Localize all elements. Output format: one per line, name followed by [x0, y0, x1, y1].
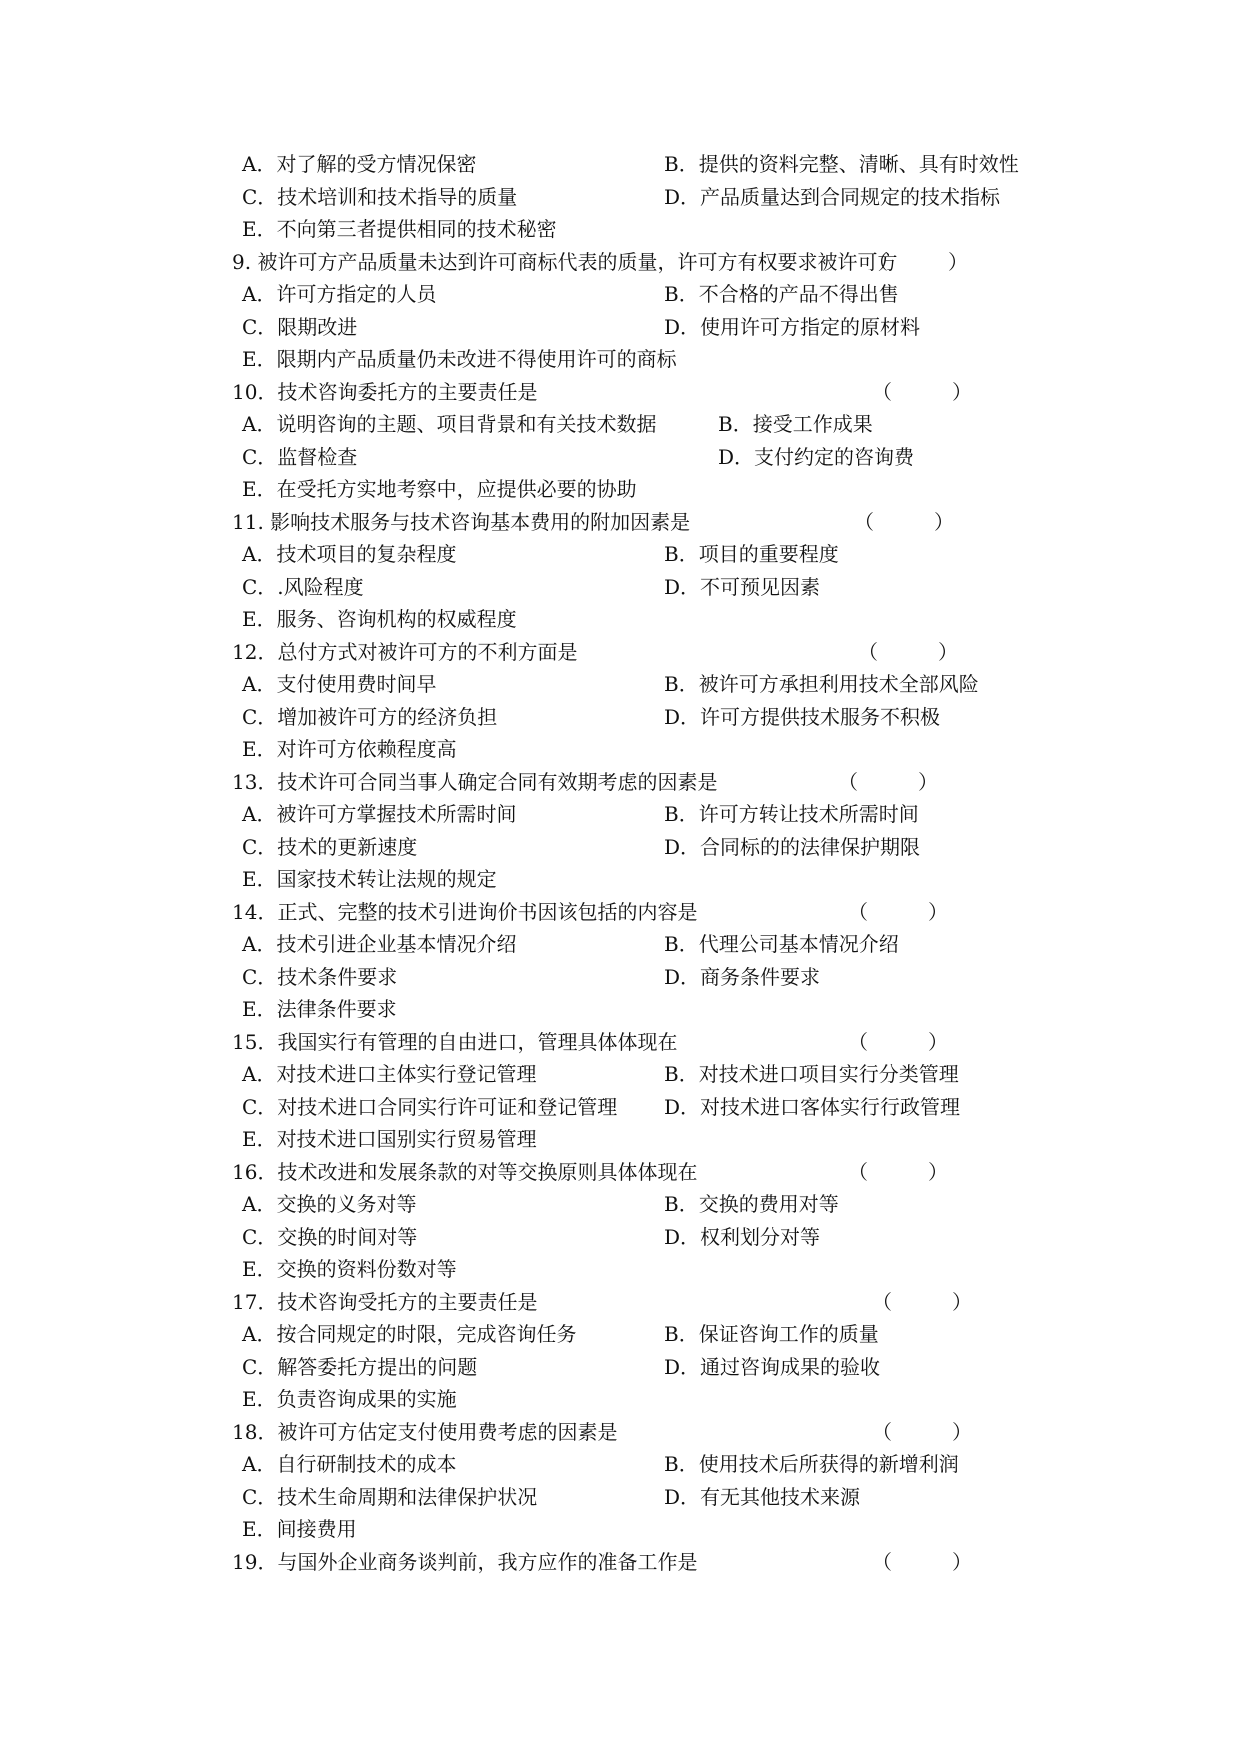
option-row — [232, 928, 1072, 961]
option-row — [232, 538, 1072, 571]
option-text: A．对了解的受方情况保密 — [242, 152, 477, 176]
option-row — [232, 831, 1072, 864]
option-text: D．有无其他技术来源 — [664, 1484, 861, 1509]
option-row — [232, 278, 1072, 311]
option-row — [232, 961, 1072, 994]
option-text: C．技术生命周期和法律保护状况 — [242, 1484, 538, 1509]
option-row — [232, 1058, 1072, 1091]
option-row — [232, 1448, 1072, 1481]
option-text: D．许可方提供技术服务不积极 — [664, 704, 941, 729]
option-row — [232, 1253, 1072, 1286]
option-text: C．技术的更新速度 — [242, 834, 418, 859]
option-row — [232, 343, 1072, 376]
answer-blank: （ ） — [872, 1289, 972, 1314]
option-row — [232, 863, 1072, 896]
option-text: C．技术培训和技术指导的质量 — [242, 184, 518, 209]
question-text: 19．与国外企业商务谈判前，我方应作的准备工作是 — [232, 1549, 698, 1574]
option-text: E．对技术进口国别实行贸易管理 — [242, 1127, 537, 1151]
option-text: B．交换的费用对等 — [664, 1192, 839, 1216]
option-text: B．保证咨询工作的质量 — [664, 1322, 879, 1346]
option-text: E．限期内产品质量仍未改进不得使用许可的商标 — [242, 347, 677, 371]
option-row — [232, 181, 1072, 214]
option-row — [232, 798, 1072, 831]
question-text: 11. 影响技术服务与技术咨询基本费用的附加因素是 — [232, 509, 691, 534]
option-text: A．被许可方掌握技术所需时间 — [242, 802, 517, 826]
option-text: D．使用许可方指定的原材料 — [664, 314, 921, 339]
option-text: E．交换的资料份数对等 — [242, 1257, 457, 1281]
question-text: 18．被许可方估定支付使用费考虑的因素是 — [232, 1419, 618, 1444]
question-text: 12．总付方式对被许可方的不利方面是 — [232, 639, 578, 664]
question-stem — [232, 1026, 1072, 1059]
question-stem — [232, 506, 1072, 539]
answer-blank: （ ） — [872, 1419, 972, 1444]
answer-blank: （ ） — [872, 1549, 972, 1574]
option-text: A．按合同规定的时限，完成咨询任务 — [242, 1322, 577, 1346]
option-text: D．商务条件要求 — [664, 964, 821, 989]
option-row — [232, 1513, 1072, 1546]
answer-blank: （ ） — [848, 1029, 948, 1054]
option-text: C．交换的时间对等 — [242, 1224, 418, 1249]
option-row — [232, 733, 1072, 766]
option-text: E．负责咨询成果的实施 — [242, 1387, 457, 1411]
option-text: E．服务、咨询机构的权威程度 — [242, 607, 517, 631]
option-row — [232, 148, 1072, 181]
option-text: B．项目的重要程度 — [664, 542, 839, 566]
option-row — [232, 701, 1072, 734]
option-text: C．限期改进 — [242, 314, 358, 339]
question-stem — [232, 376, 1072, 409]
option-text: D．支付约定的咨询费 — [718, 444, 915, 469]
question-list — [232, 148, 1072, 1578]
option-row — [232, 993, 1072, 1026]
question-stem — [232, 1416, 1072, 1449]
option-text: C．监督检查 — [242, 444, 358, 469]
option-row — [232, 571, 1072, 604]
answer-blank: （ ） — [854, 509, 954, 534]
option-text: A．技术引进企业基本情况介绍 — [242, 932, 517, 956]
question-stem — [232, 766, 1072, 799]
option-row — [232, 1318, 1072, 1351]
answer-blank: （ ） — [872, 379, 972, 404]
option-row — [232, 213, 1072, 246]
option-text: C．.风险程度 — [242, 574, 364, 599]
option-row — [232, 1123, 1072, 1156]
option-text: A．技术项目的复杂程度 — [242, 542, 457, 566]
option-text: D．通过咨询成果的验收 — [664, 1354, 881, 1379]
option-row — [232, 1481, 1072, 1514]
option-text: D．合同标的的法律保护期限 — [664, 834, 921, 859]
question-text: 9. 被许可方产品质量未达到许可商标代表的质量，许可方有权要求被许可方 — [232, 249, 898, 274]
option-text: A．自行研制技术的成本 — [242, 1452, 457, 1476]
option-row — [232, 1221, 1072, 1254]
option-text: C．解答委托方提出的问题 — [242, 1354, 478, 1379]
option-text: B．许可方转让技术所需时间 — [664, 802, 919, 826]
option-text: B．使用技术后所获得的新增利润 — [664, 1452, 959, 1476]
answer-blank: （ ） — [868, 249, 968, 274]
option-text: A．对技术进口主体实行登记管理 — [242, 1062, 537, 1086]
option-row — [232, 668, 1072, 701]
option-text: C．增加被许可方的经济负担 — [242, 704, 498, 729]
option-row — [232, 603, 1072, 636]
question-stem — [232, 1156, 1072, 1189]
question-text: 14．正式、完整的技术引进询价书因该包括的内容是 — [232, 899, 698, 924]
option-text: C．对技术进口合同实行许可证和登记管理 — [242, 1094, 618, 1119]
option-text: B．对技术进口项目实行分类管理 — [664, 1062, 959, 1086]
question-text: 17．技术咨询受托方的主要责任是 — [232, 1289, 538, 1314]
option-text: E．间接费用 — [242, 1517, 357, 1541]
option-text: D．权利划分对等 — [664, 1224, 821, 1249]
option-row — [232, 1383, 1072, 1416]
question-text: 16．技术改进和发展条款的对等交换原则具体体现在 — [232, 1159, 698, 1184]
option-text: B．代理公司基本情况介绍 — [664, 932, 899, 956]
answer-blank: （ ） — [838, 769, 938, 794]
option-row — [232, 441, 1072, 474]
question-stem — [232, 246, 1072, 279]
answer-blank: （ ） — [848, 899, 948, 924]
answer-blank: （ ） — [848, 1159, 948, 1184]
option-text: A．支付使用费时间早 — [242, 672, 437, 696]
option-text: E．国家技术转让法规的规定 — [242, 867, 497, 891]
question-stem — [232, 896, 1072, 929]
option-text: B．不合格的产品不得出售 — [664, 282, 899, 306]
option-row — [232, 311, 1072, 344]
option-text: C．技术条件要求 — [242, 964, 398, 989]
option-row — [232, 1351, 1072, 1384]
option-row — [232, 408, 1072, 441]
option-row — [232, 473, 1072, 506]
question-text: 15．我国实行有管理的自由进口，管理具体体现在 — [232, 1029, 678, 1054]
question-text: 13．技术许可合同当事人确定合同有效期考虑的因素是 — [232, 769, 718, 794]
question-stem — [232, 1546, 1072, 1579]
answer-blank: （ ） — [858, 639, 958, 664]
option-text: A．说明咨询的主题、项目背景和有关技术数据 — [242, 412, 657, 436]
option-text: E．法律条件要求 — [242, 997, 397, 1021]
option-row — [232, 1091, 1072, 1124]
question-stem — [232, 636, 1072, 669]
option-text: D．不可预见因素 — [664, 574, 821, 599]
option-text: D．对技术进口客体实行行政管理 — [664, 1094, 961, 1119]
option-text: A．许可方指定的人员 — [242, 282, 437, 306]
option-text: E．对许可方依赖程度高 — [242, 737, 457, 761]
option-text: D．产品质量达到合同规定的技术指标 — [664, 184, 1001, 209]
option-text: E．在受托方实地考察中，应提供必要的协助 — [242, 477, 637, 501]
option-text: A．交换的义务对等 — [242, 1192, 417, 1216]
option-text: B．被许可方承担利用技术全部风险 — [664, 672, 979, 696]
option-row — [232, 1188, 1072, 1221]
question-text: 10．技术咨询委托方的主要责任是 — [232, 379, 538, 404]
question-stem — [232, 1286, 1072, 1319]
option-text: B．提供的资料完整、清晰、具有时效性 — [664, 152, 1019, 176]
option-text: B．接受工作成果 — [718, 412, 873, 436]
option-text: E．不向第三者提供相同的技术秘密 — [242, 217, 557, 241]
